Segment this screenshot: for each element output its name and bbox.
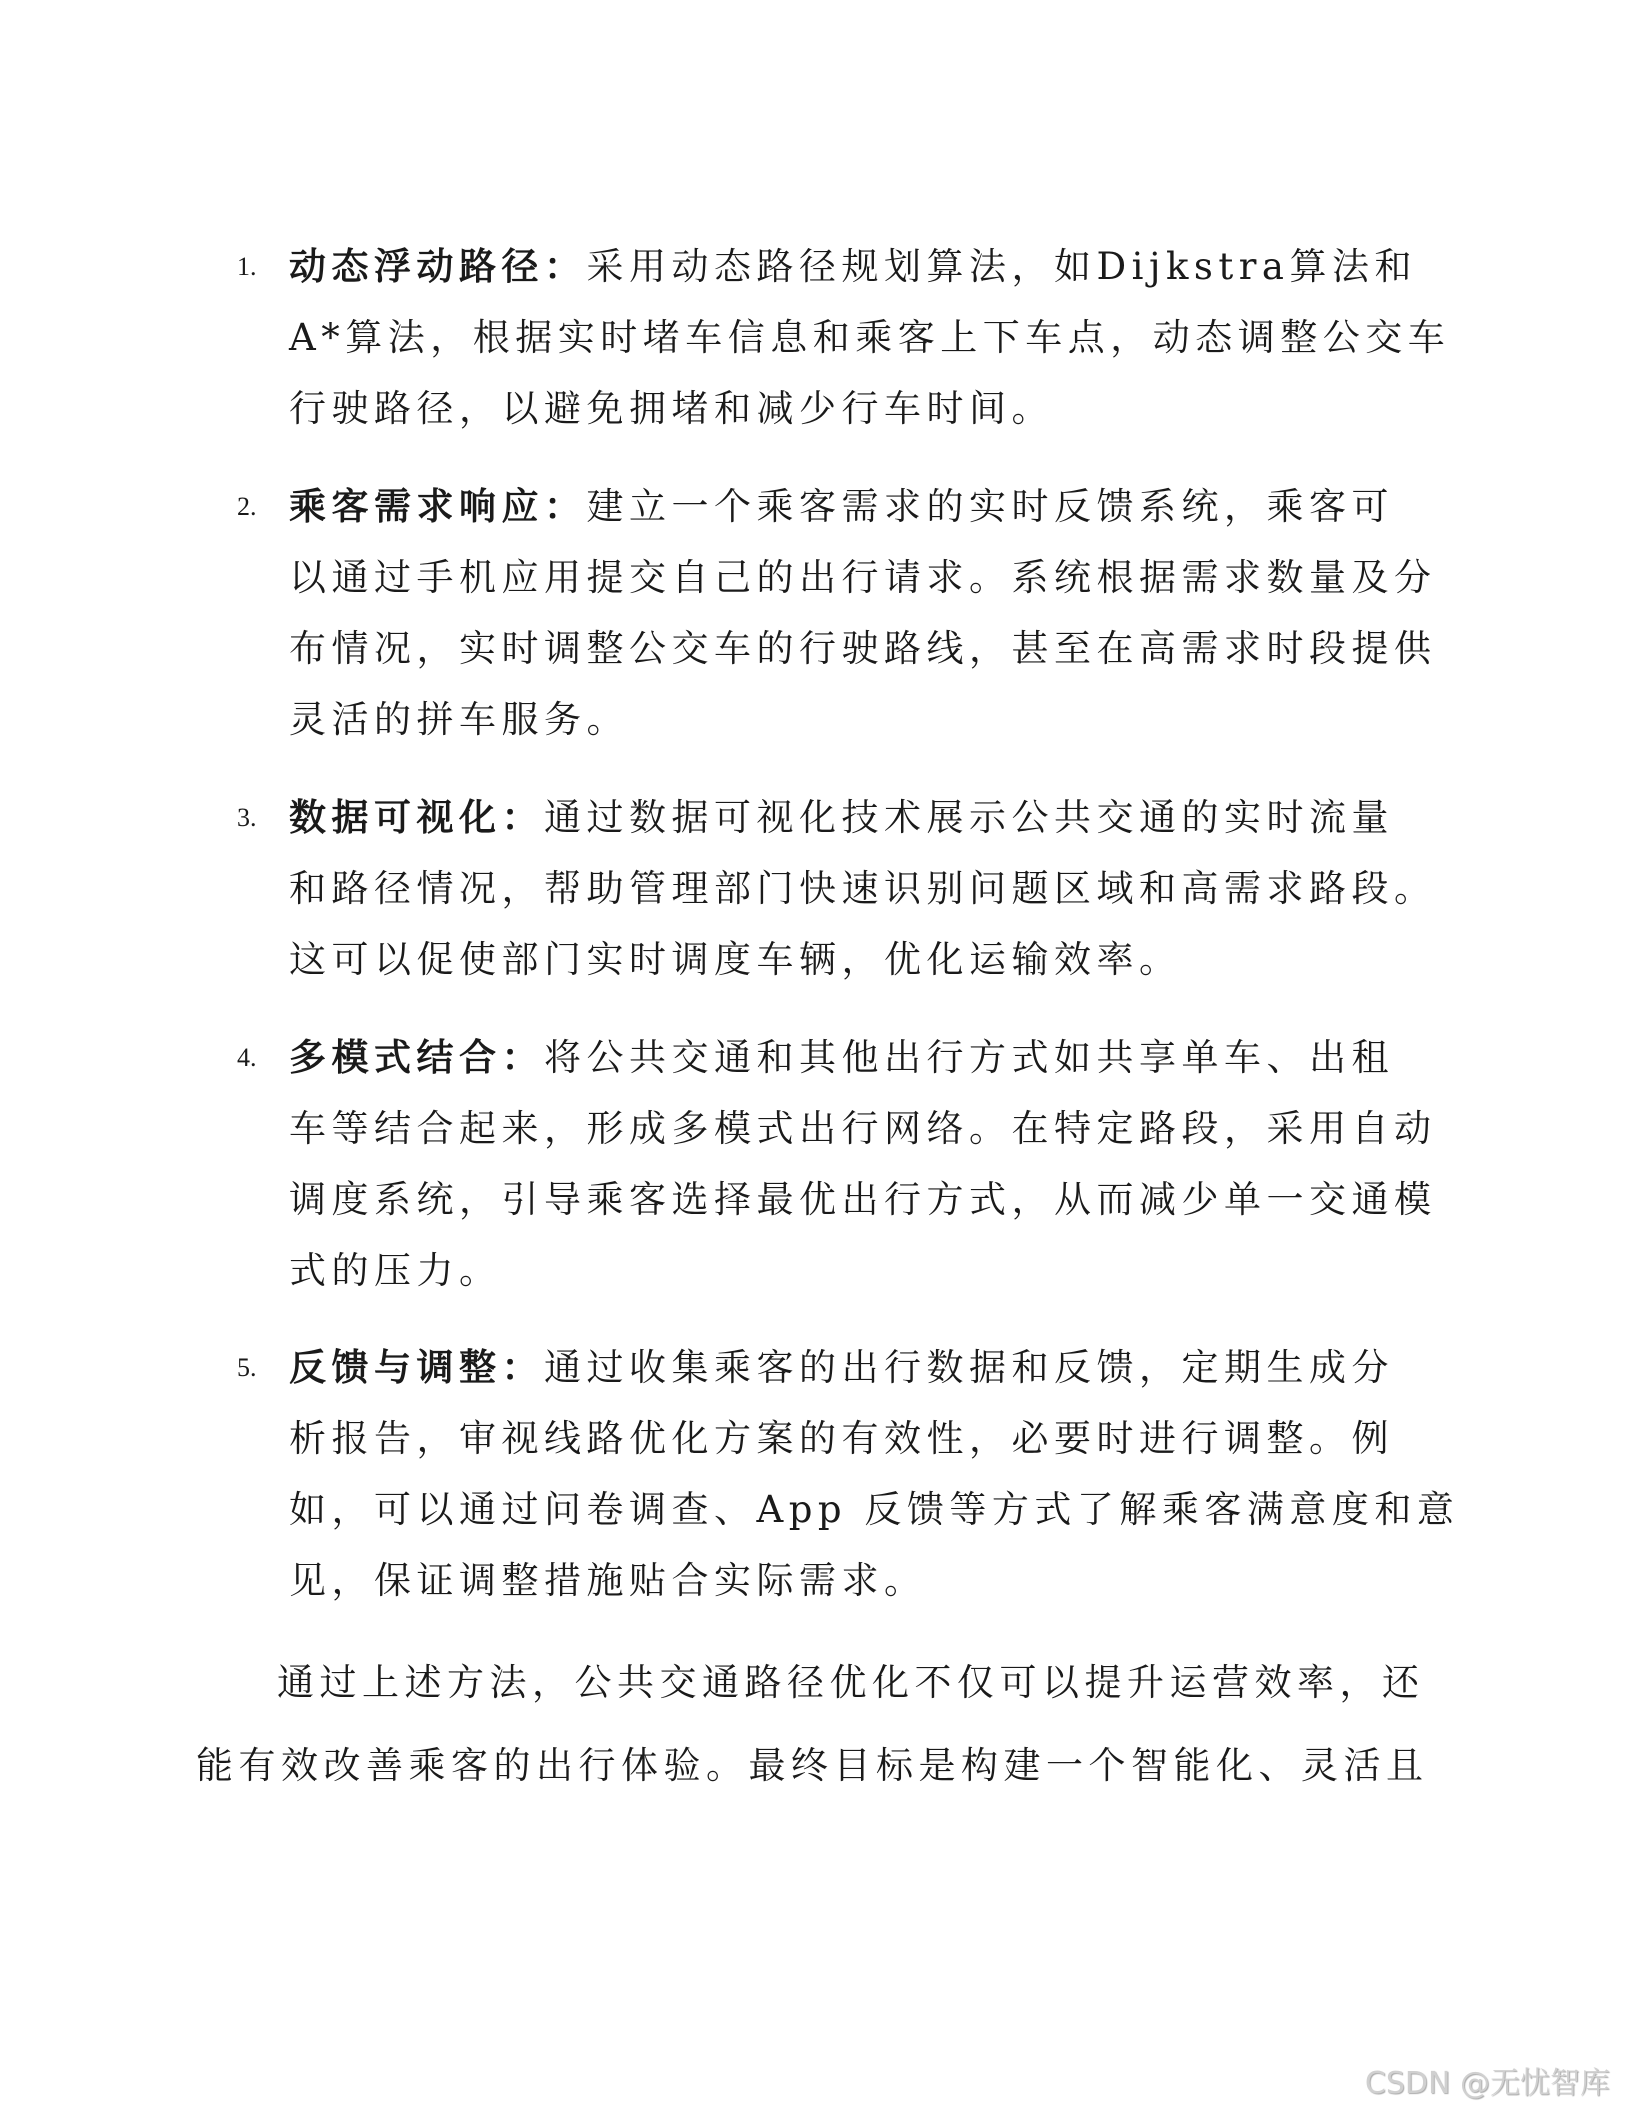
item-text: 布情况，实时调整公交车的行驶路线，甚至在高需求时段提供 [289,627,1437,670]
conclusion-paragraph [196,1641,1436,1807]
item-number: 5. [237,1353,257,1382]
item-number: 3. [237,803,257,832]
item-title: 动态浮动路径： [289,244,587,288]
item-title: 多模式结合： [289,1035,544,1079]
item-text: 见，保证调整措施贴合实际需求。 [289,1559,927,1602]
item-number: 1. [237,252,257,281]
item-text: 如，可以通过问卷调查、App 反馈等方式了解乘客满意度和意 [289,1488,1460,1531]
item-text: 行驶路径，以避免拥堵和减少行车时间。 [289,387,1054,430]
item-text: 式的压力。 [289,1249,502,1292]
item-text: 和路径情况，帮助管理部门快速识别问题区域和高需求路段。 [289,867,1437,910]
item-title: 乘客需求响应： [289,484,587,528]
item-text: 采用动态路径规划算法，如Dijkstra算法和 [586,245,1417,288]
paragraph-line: 能有效改善乘客的出行体验。最终目标是构建一个智能化、灵活且 [196,1744,1429,1787]
item-text: 通过数据可视化技术展示公共交通的实时流量 [544,796,1394,839]
item-text: 车等结合起来，形成多模式出行网络。在特定路段，采用自动 [289,1107,1437,1150]
item-title: 反馈与调整： [289,1345,544,1389]
item-text: 灵活的拼车服务。 [289,698,629,741]
item-text: 通过收集乘客的出行数据和反馈，定期生成分 [544,1346,1394,1389]
item-text: 析报告，审视线路优化方案的有效性，必要时进行调整。例 [289,1417,1394,1460]
item-text: A*算法，根据实时堵车信息和乘客上下车点，动态调整公交车 [289,316,1451,359]
paragraph-line: 通过上述方法，公共交通路径优化不仅可以提升运营效率，还 [277,1661,1425,1704]
item-text: 将公共交通和其他出行方式如共享单车、出租 [544,1036,1394,1079]
item-number: 4. [237,1043,257,1072]
watermark: CSDN @无忧智库 [1364,2066,1610,2101]
item-text: 调度系统，引导乘客选择最优出行方式，从而减少单一交通模 [289,1178,1437,1221]
item-text: 以通过手机应用提交自己的出行请求。系统根据需求数量及分 [289,556,1437,599]
item-title: 数据可视化： [289,795,544,839]
item-number: 2. [237,492,257,521]
item-text: 建立一个乘客需求的实时反馈系统，乘客可 [586,485,1394,528]
item-text: 这可以促使部门实时调度车辆，优化运输效率。 [289,938,1182,981]
